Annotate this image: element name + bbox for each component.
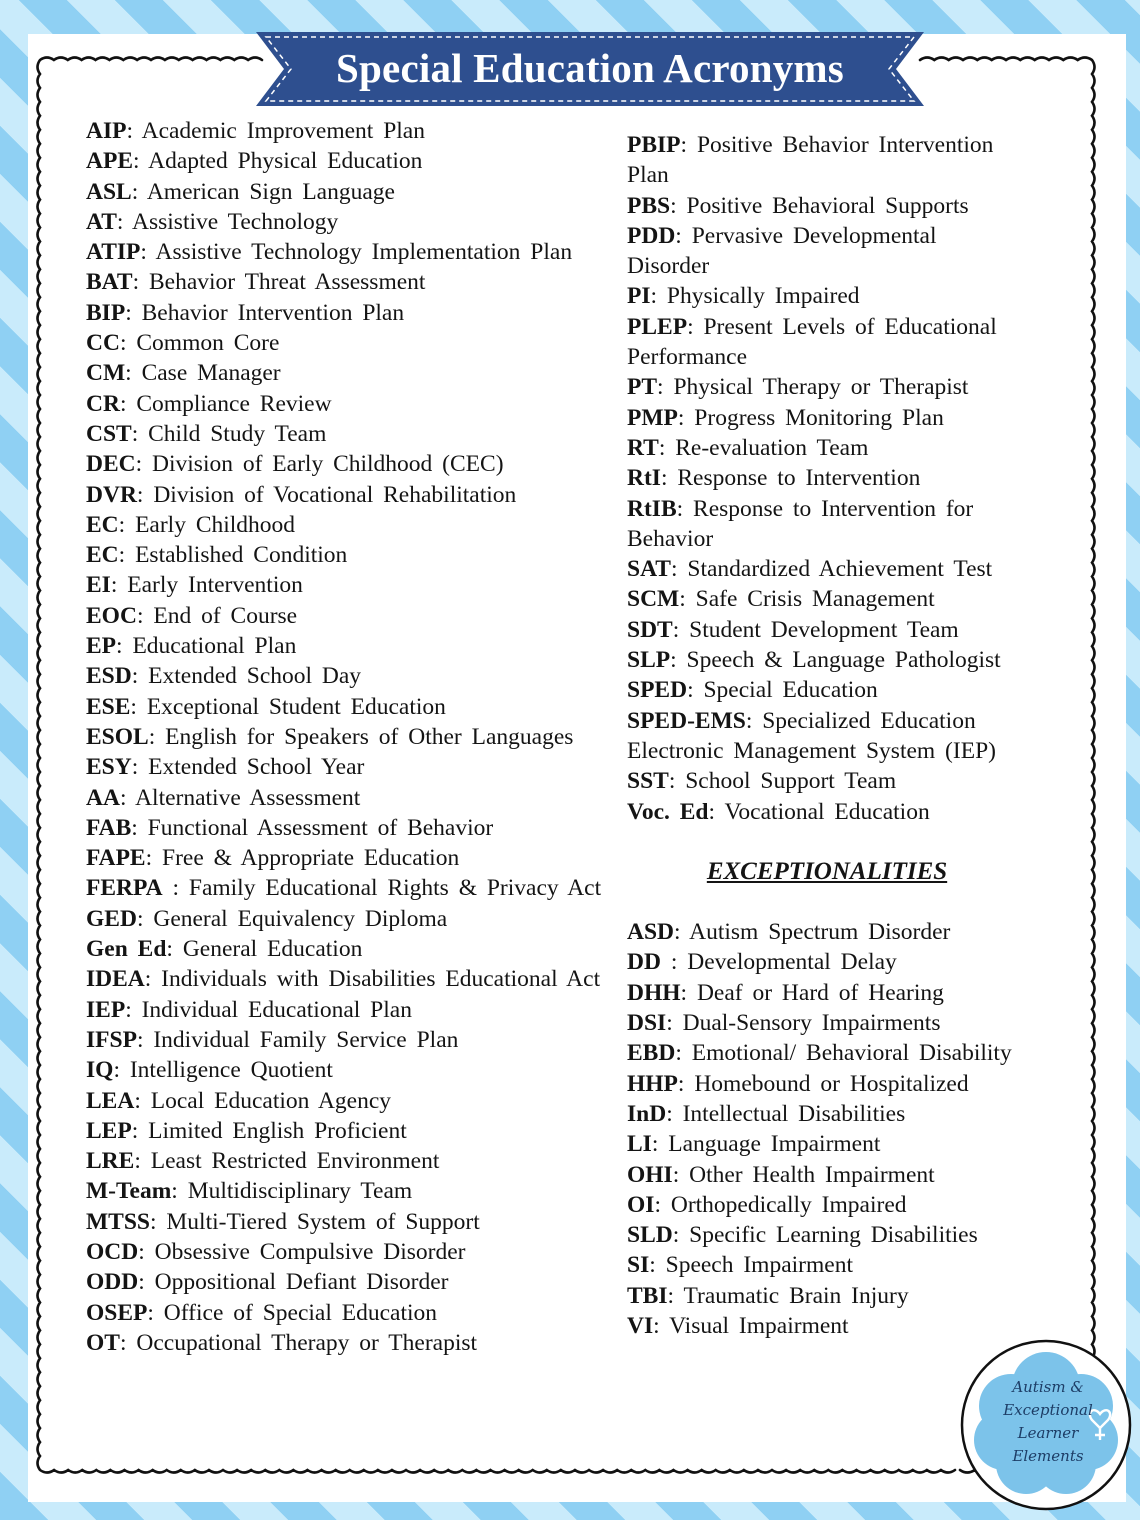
acronym-separator: : bbox=[116, 633, 133, 660]
acronym-meaning: Pervasive Developmental Disorder bbox=[627, 222, 937, 280]
acronym-meaning: School Support Team bbox=[685, 768, 897, 795]
acronym-term: AIP bbox=[86, 118, 127, 144]
acronym-term: GED bbox=[86, 905, 137, 932]
acronym-entry bbox=[86, 934, 602, 964]
acronym-entry bbox=[86, 964, 602, 994]
acronym-meaning: Language Impairment bbox=[668, 1131, 881, 1158]
acronym-meaning: Orthopedically Impaired bbox=[670, 1191, 907, 1218]
acronym-meaning: Response to Intervention for Behavior bbox=[627, 495, 974, 552]
acronym-meaning: Safe Crisis Management bbox=[695, 586, 935, 613]
acronym-separator: : bbox=[672, 616, 690, 643]
acronym-separator: : bbox=[145, 845, 163, 872]
acronym-term: BIP bbox=[86, 299, 126, 326]
acronym-separator: : bbox=[119, 784, 136, 811]
acronym-separator: : bbox=[675, 1040, 692, 1067]
acronym-entry bbox=[86, 1086, 602, 1116]
acronym-meaning: Alternative Assessment bbox=[135, 784, 361, 811]
acronym-meaning: Limited English Proficient bbox=[148, 1117, 407, 1144]
acronym-meaning: Assistive Technology bbox=[132, 208, 339, 235]
acronym-term: LRE bbox=[86, 1148, 135, 1175]
acronym-separator: : bbox=[131, 178, 147, 205]
acronym-separator: : bbox=[680, 132, 697, 158]
acronym-entry bbox=[86, 722, 602, 752]
acronym-entry bbox=[86, 601, 602, 631]
acronym-term: EC bbox=[86, 542, 119, 569]
acronym-meaning: Division of Early Childhood (CEC) bbox=[152, 451, 504, 478]
acronym-term: RtI bbox=[627, 465, 661, 492]
acronym-entry bbox=[627, 1038, 1027, 1068]
acronym-meaning: Intelligence Quotient bbox=[129, 1057, 333, 1084]
acronym-entry bbox=[627, 947, 1027, 977]
acronym-separator: : bbox=[132, 269, 149, 296]
acronym-separator: : bbox=[136, 481, 154, 508]
acronym-separator: : bbox=[126, 118, 142, 144]
acronym-meaning: Autism Spectrum Disorder bbox=[689, 919, 951, 946]
acronym-entry bbox=[627, 433, 1027, 463]
acronym-entry bbox=[86, 146, 602, 176]
acronym-separator: : bbox=[676, 495, 694, 522]
acronym-meaning: Speech Impairment bbox=[665, 1252, 853, 1279]
acronym-meaning: Dual-Sensory Impairments bbox=[682, 1010, 941, 1037]
acronym-term: HHP bbox=[627, 1070, 678, 1097]
acronym-separator: : bbox=[119, 1329, 137, 1356]
acronym-separator: : bbox=[130, 693, 147, 720]
acronym-term: SLP bbox=[627, 647, 671, 674]
acronym-term: VI bbox=[627, 1312, 654, 1339]
acronym-separator: : bbox=[136, 602, 154, 629]
acronym-meaning: Obsessive Compulsive Disorder bbox=[154, 1238, 466, 1265]
acronym-entry bbox=[627, 584, 1027, 614]
acronym-entry bbox=[86, 995, 602, 1025]
acronym-entry bbox=[86, 1298, 602, 1328]
acronym-meaning: Early Childhood bbox=[135, 511, 296, 538]
acronym-separator: : bbox=[119, 330, 137, 357]
acronym-meaning: American Sign Language bbox=[146, 178, 395, 205]
acronym-entry bbox=[86, 1267, 602, 1297]
acronym-entry bbox=[86, 328, 602, 358]
acronym-entry bbox=[627, 554, 1027, 584]
acronym-meaning: Intellectual Disabilities bbox=[682, 1100, 906, 1127]
acronym-list-left bbox=[86, 116, 602, 1358]
acronym-meaning: Extended School Day bbox=[148, 663, 362, 690]
acronym-entry bbox=[86, 1116, 602, 1146]
acronym-entry bbox=[86, 480, 602, 510]
acronym-term: PLEP bbox=[627, 313, 688, 340]
acronym-term: PT bbox=[627, 374, 658, 401]
acronym-term: ESE bbox=[86, 693, 131, 720]
acronym-term: FAB bbox=[86, 814, 132, 841]
acronym-entry bbox=[86, 1176, 602, 1206]
acronym-separator: : bbox=[116, 208, 133, 235]
acronym-term: DHH bbox=[627, 979, 681, 1006]
brand-logo bbox=[956, 1336, 1136, 1514]
acronym-meaning: Homebound or Hospitalized bbox=[694, 1070, 969, 1097]
acronym-separator: : bbox=[668, 768, 686, 795]
acronym-meaning: Deaf or Hard of Hearing bbox=[696, 979, 944, 1006]
acronym-meaning: Visual Impairment bbox=[669, 1312, 849, 1339]
acronym-separator: : bbox=[131, 814, 148, 841]
acronym-separator: : bbox=[131, 1117, 149, 1144]
acronym-entry bbox=[86, 116, 602, 146]
acronym-meaning: End of Course bbox=[153, 602, 298, 629]
acronym-term: DEC bbox=[86, 451, 136, 478]
acronym-term: RtIB bbox=[627, 495, 677, 522]
acronym-term: SCM bbox=[627, 586, 680, 613]
acronym-separator: : bbox=[148, 723, 166, 750]
acronym-meaning: Adapted Physical Education bbox=[148, 148, 423, 175]
acronym-entry bbox=[86, 389, 602, 419]
acronym-term: OSEP bbox=[86, 1299, 148, 1326]
acronym-entry bbox=[627, 766, 1027, 796]
acronym-separator: : bbox=[162, 875, 189, 902]
acronym-entry bbox=[86, 358, 602, 388]
acronym-separator: : bbox=[147, 1299, 164, 1326]
acronym-entry bbox=[86, 631, 602, 661]
acronym-meaning: Response to Intervention bbox=[677, 465, 921, 492]
acronym-term: IDEA bbox=[86, 966, 145, 993]
acronym-entry bbox=[627, 675, 1027, 705]
acronym-entry bbox=[627, 1190, 1027, 1220]
acronym-separator: : bbox=[651, 1131, 669, 1158]
acronym-entry bbox=[86, 873, 602, 903]
acronym-separator: : bbox=[133, 148, 149, 175]
acronym-separator: : bbox=[134, 1148, 151, 1175]
acronym-entry bbox=[627, 917, 1027, 947]
acronym-term: CR bbox=[86, 390, 120, 417]
acronym-meaning: Assistive Technology Implementation Plan bbox=[155, 239, 573, 266]
acronym-separator: : bbox=[131, 663, 149, 690]
acronym-term: AT bbox=[86, 208, 117, 235]
acronym-term: PBS bbox=[627, 192, 671, 219]
acronym-entry bbox=[627, 978, 1027, 1008]
acronym-term: SPED-EMS bbox=[627, 707, 746, 734]
acronym-meaning: Child Study Team bbox=[148, 420, 327, 447]
acronym-meaning: Individual Educational Plan bbox=[141, 996, 412, 1023]
acronym-entry bbox=[627, 130, 1027, 191]
acronym-meaning: Extended School Year bbox=[148, 754, 365, 781]
acronym-entry bbox=[627, 1160, 1027, 1190]
acronym-entry bbox=[86, 177, 602, 207]
acronym-entry bbox=[627, 191, 1027, 221]
acronym-separator: : bbox=[110, 572, 128, 599]
acronym-term: EC bbox=[86, 511, 119, 538]
acronym-separator: : bbox=[136, 905, 154, 932]
acronym-entry bbox=[86, 540, 602, 570]
acronym-entry bbox=[627, 372, 1027, 402]
acronym-separator: : bbox=[672, 1161, 690, 1188]
exceptionalities-heading: EXCEPTIONALITIES bbox=[706, 857, 948, 885]
acronym-separator: : bbox=[687, 677, 704, 704]
acronym-meaning: Multi-Tiered System of Support bbox=[166, 1208, 480, 1235]
acronym-term: SAT bbox=[627, 556, 671, 583]
acronym-term: PMP bbox=[627, 404, 678, 431]
acronym-term: AA bbox=[86, 784, 120, 811]
acronym-meaning: Physically Impaired bbox=[666, 283, 860, 310]
acronym-separator: : bbox=[136, 1026, 154, 1053]
acronym-separator: : bbox=[672, 1222, 690, 1249]
acronym-entry bbox=[86, 1237, 602, 1267]
acronym-separator: : bbox=[113, 1057, 130, 1084]
acronym-entry bbox=[86, 843, 602, 873]
acronym-term: ESD bbox=[86, 663, 132, 690]
acronym-separator: : bbox=[708, 798, 725, 825]
acronym-term: DD bbox=[627, 949, 661, 976]
acronym-meaning: English for Speakers of Other Languages bbox=[165, 723, 574, 750]
acronym-entry bbox=[627, 312, 1027, 373]
acronym-separator: : bbox=[745, 707, 763, 734]
acronym-entry bbox=[86, 1146, 602, 1176]
acronym-term: IEP bbox=[86, 996, 126, 1023]
acronym-separator: : bbox=[125, 360, 142, 387]
acronym-separator: : bbox=[150, 1208, 167, 1235]
acronym-term: LEP bbox=[86, 1117, 132, 1144]
acronym-entry bbox=[627, 1069, 1027, 1099]
acronym-meaning: Present Levels of Educational Performance bbox=[627, 313, 997, 371]
acronym-separator: : bbox=[653, 1312, 670, 1339]
acronym-separator: : bbox=[667, 1282, 684, 1309]
acronym-term: EBD bbox=[627, 1040, 676, 1067]
acronym-entry bbox=[86, 692, 602, 722]
acronym-separator: : bbox=[144, 966, 162, 993]
acronym-entry bbox=[627, 615, 1027, 645]
acronym-separator: : bbox=[687, 313, 704, 340]
acronym-separator: : bbox=[135, 451, 153, 478]
acronym-meaning: Common Core bbox=[136, 330, 280, 357]
acronym-term: APE bbox=[86, 148, 133, 175]
acronym-meaning: General Education bbox=[182, 936, 363, 963]
acronym-term: SPED bbox=[627, 677, 688, 704]
acronym-separator: : bbox=[118, 511, 136, 538]
acronym-term: CC bbox=[86, 330, 120, 357]
acronym-entry bbox=[627, 281, 1027, 311]
acronym-separator: : bbox=[670, 192, 687, 219]
acronym-term: PDD bbox=[627, 222, 676, 249]
acronym-meaning: General Equivalency Diploma bbox=[153, 905, 448, 932]
acronym-meaning: Standardized Achievement Test bbox=[687, 556, 993, 583]
acronym-meaning: Division of Vocational Rehabilitation bbox=[153, 481, 517, 508]
acronym-entry bbox=[627, 1008, 1027, 1038]
acronym-entry bbox=[86, 449, 602, 479]
acronym-term: PBIP bbox=[627, 132, 681, 158]
acronym-separator: : bbox=[674, 919, 690, 946]
acronym-meaning: Behavior Threat Assessment bbox=[148, 269, 426, 296]
acronym-term: DVR bbox=[86, 481, 137, 508]
acronym-meaning: Specific Learning Disabilities bbox=[689, 1222, 978, 1249]
acronym-term: Gen Ed bbox=[86, 936, 167, 963]
acronym-meaning: Compliance Review bbox=[136, 390, 332, 417]
page-title: Special Education Acronyms bbox=[336, 45, 844, 91]
acronym-entry bbox=[86, 267, 602, 297]
acronym-meaning: Specialized Education Electronic Management System (IEP) bbox=[627, 707, 996, 764]
acronym-meaning: Least Restricted Environment bbox=[150, 1148, 440, 1175]
acronym-entry bbox=[627, 1250, 1027, 1280]
acronym-meaning: Re-evaluation Team bbox=[675, 434, 869, 461]
acronym-term: LEA bbox=[86, 1087, 135, 1114]
acronym-term: ATIP bbox=[86, 239, 141, 266]
acronym-term: IFSP bbox=[86, 1026, 137, 1053]
acronym-separator: : bbox=[131, 754, 149, 781]
acronym-separator: : bbox=[657, 374, 674, 401]
acronym-separator: : bbox=[660, 949, 688, 976]
acronym-meaning: Student Development Team bbox=[689, 616, 959, 643]
acronym-entry bbox=[86, 661, 602, 691]
acronym-term: OI bbox=[627, 1191, 655, 1218]
acronym-meaning: Individuals with Disabilities Educational Act bbox=[161, 966, 601, 993]
acronym-entry bbox=[627, 1129, 1027, 1159]
acronym-separator: : bbox=[138, 1269, 155, 1296]
acronym-term: InD bbox=[627, 1100, 667, 1127]
acronym-term: ESOL bbox=[86, 723, 149, 750]
acronym-term: FERPA bbox=[86, 875, 163, 902]
acronym-term: ODD bbox=[86, 1269, 139, 1296]
acronym-entry bbox=[86, 1025, 602, 1055]
acronym-meaning: Behavior Intervention Plan bbox=[141, 299, 405, 326]
acronym-term: TBI bbox=[627, 1282, 668, 1309]
acronym-separator: : bbox=[131, 420, 149, 447]
acronym-entry bbox=[86, 419, 602, 449]
acronym-meaning: Vocational Education bbox=[724, 798, 930, 825]
acronym-separator: : bbox=[119, 390, 137, 417]
acronym-entry bbox=[86, 783, 602, 813]
acronym-term: ASD bbox=[627, 919, 675, 946]
acronym-entry bbox=[86, 1207, 602, 1237]
acronym-meaning: Positive Behavioral Supports bbox=[686, 192, 969, 219]
acronym-meaning: Other Health Impairment bbox=[689, 1161, 935, 1188]
acronym-term: SI bbox=[627, 1252, 650, 1279]
acronym-entry bbox=[86, 752, 602, 782]
acronym-entry bbox=[86, 1328, 602, 1358]
acronym-entry bbox=[86, 904, 602, 934]
acronym-term: SDT bbox=[627, 616, 673, 643]
acronym-meaning: Educational Plan bbox=[132, 633, 297, 660]
acronym-entry bbox=[627, 1099, 1027, 1129]
acronym-separator: : bbox=[138, 1238, 155, 1265]
acronym-entry bbox=[627, 797, 1027, 827]
acronym-entry bbox=[86, 207, 602, 237]
acronym-term: SST bbox=[627, 768, 669, 795]
acronym-term: Voc. Ed bbox=[627, 798, 709, 825]
acronym-meaning: Early Intervention bbox=[127, 572, 303, 599]
acronym-separator: : bbox=[670, 647, 687, 674]
acronym-entry bbox=[627, 403, 1027, 433]
acronym-separator: : bbox=[171, 1178, 188, 1205]
acronym-meaning: Speech & Language Pathologist bbox=[686, 647, 1001, 674]
acronym-separator: : bbox=[140, 239, 156, 266]
acronym-entry bbox=[86, 1055, 602, 1085]
acronym-meaning: Office of Special Education bbox=[163, 1299, 438, 1326]
acronym-term: CM bbox=[86, 360, 126, 387]
acronym-meaning: Local Education Agency bbox=[150, 1087, 392, 1114]
acronym-separator: : bbox=[675, 222, 692, 249]
acronym-separator: : bbox=[670, 556, 688, 583]
acronym-meaning: Family Educational Rights & Privacy Act bbox=[188, 875, 602, 902]
acronym-separator: : bbox=[666, 1100, 683, 1127]
acronym-entry bbox=[86, 237, 602, 267]
acronym-term: EOC bbox=[86, 602, 137, 629]
acronym-meaning: Established Condition bbox=[135, 542, 348, 569]
acronym-term: CST bbox=[86, 420, 132, 447]
acronym-term: RT bbox=[627, 434, 659, 461]
acronym-term: LI bbox=[627, 1131, 652, 1158]
title-banner bbox=[256, 32, 924, 106]
acronym-separator: : bbox=[134, 1087, 151, 1114]
acronym-meaning: Emotional/ Behavioral Disability bbox=[691, 1040, 1012, 1067]
acronym-meaning: Free & Appropriate Education bbox=[162, 845, 460, 872]
acronym-separator: : bbox=[166, 936, 183, 963]
acronym-separator: : bbox=[677, 404, 695, 431]
acronym-term: BAT bbox=[86, 269, 133, 296]
acronym-meaning: Progress Monitoring Plan bbox=[694, 404, 944, 431]
acronym-entry bbox=[627, 645, 1027, 675]
acronym-meaning: Positive Behavior Intervention Plan bbox=[627, 132, 994, 189]
acronym-term: ESY bbox=[86, 754, 132, 781]
acronym-term: IQ bbox=[86, 1057, 114, 1084]
acronym-separator: : bbox=[654, 1191, 671, 1218]
acronym-separator: : bbox=[658, 434, 676, 461]
acronym-term: SLD bbox=[627, 1222, 673, 1249]
acronym-separator: : bbox=[679, 586, 696, 613]
acronym-entry bbox=[86, 813, 602, 843]
acronym-meaning: Individual Family Service Plan bbox=[153, 1026, 459, 1053]
acronym-separator: : bbox=[660, 465, 678, 492]
acronym-entry bbox=[86, 298, 602, 328]
logo-text: Autism & Exceptional Learner Elements bbox=[1003, 1378, 1093, 1465]
acronym-term: DSI bbox=[627, 1010, 667, 1037]
acronym-term: MTSS bbox=[86, 1208, 150, 1235]
acronym-entry bbox=[86, 570, 602, 600]
acronym-meaning: Functional Assessment of Behavior bbox=[147, 814, 494, 841]
acronym-entry bbox=[627, 221, 1027, 282]
acronym-separator: : bbox=[680, 979, 697, 1006]
acronym-meaning: Physical Therapy or Therapist bbox=[673, 374, 969, 401]
acronym-term: OCD bbox=[86, 1238, 139, 1265]
acronym-meaning: Multidisciplinary Team bbox=[187, 1178, 413, 1205]
acronym-entry bbox=[86, 510, 602, 540]
acronym-term: EP bbox=[86, 633, 117, 660]
acronym-meaning: Academic Improvement Plan bbox=[141, 118, 425, 144]
acronym-separator: : bbox=[649, 1252, 666, 1279]
acronym-meaning: Traumatic Brain Injury bbox=[683, 1282, 909, 1309]
acronym-meaning: Exceptional Student Education bbox=[146, 693, 446, 720]
acronym-meaning: Occupational Therapy or Therapist bbox=[136, 1329, 478, 1356]
acronym-meaning: Case Manager bbox=[141, 360, 281, 387]
acronym-term: ASL bbox=[86, 178, 132, 205]
acronym-meaning: Special Education bbox=[703, 677, 878, 704]
acronym-separator: : bbox=[666, 1010, 683, 1037]
acronym-entry bbox=[627, 1220, 1027, 1250]
acronym-list-right bbox=[627, 130, 1027, 1341]
acronym-separator: : bbox=[118, 542, 136, 569]
acronym-entry bbox=[627, 1281, 1027, 1311]
acronym-term: M-Team bbox=[86, 1178, 172, 1205]
acronym-separator: : bbox=[650, 283, 667, 310]
acronym-term: PI bbox=[627, 283, 651, 310]
acronym-term: EI bbox=[86, 572, 111, 599]
acronym-entry bbox=[627, 494, 1027, 555]
acronym-entry bbox=[627, 463, 1027, 493]
acronym-meaning: Developmental Delay bbox=[687, 949, 897, 976]
acronym-term: FAPE bbox=[86, 845, 146, 872]
acronym-term: OHI bbox=[627, 1161, 673, 1188]
acronym-separator: : bbox=[677, 1070, 695, 1097]
acronym-meaning: Oppositional Defiant Disorder bbox=[154, 1269, 449, 1296]
acronym-separator: : bbox=[125, 299, 142, 326]
acronym-term: OT bbox=[86, 1329, 120, 1356]
acronym-separator: : bbox=[125, 996, 142, 1023]
acronym-entry bbox=[627, 706, 1027, 767]
